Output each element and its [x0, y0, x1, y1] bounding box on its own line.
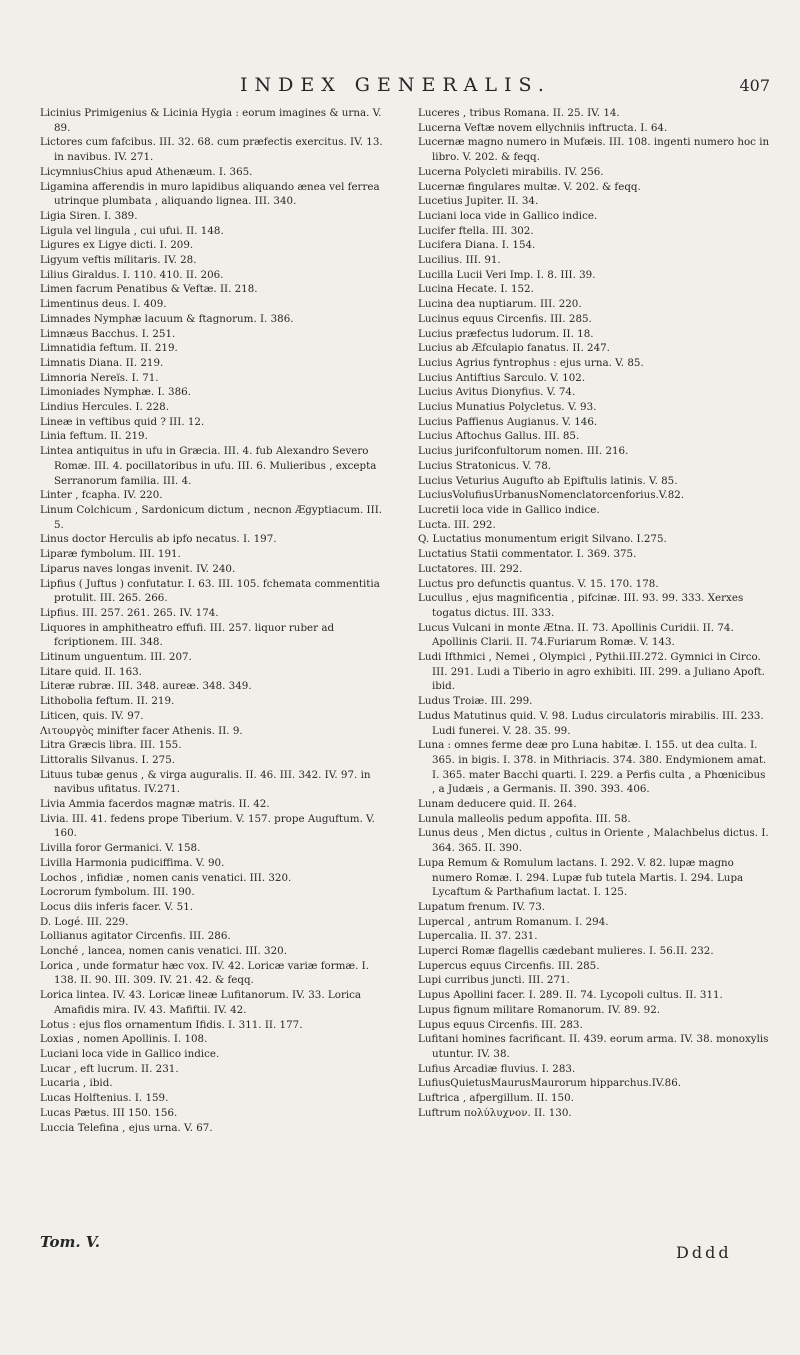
index-entry: Λιτουργὸς minifter facer Athenis. II. 9.: [40, 724, 243, 737]
index-entry: Lucas Pætus. III 150. 156.: [40, 1106, 178, 1119]
index-entry: Limentinus deus. I. 409.: [40, 298, 167, 311]
index-entry: Liparæ fymbolum. III. 191.: [40, 548, 181, 561]
index-entry: Liquores in amphitheatro effufi. III. 257. liquor ruber ad fcriptionem. III. 348.: [40, 621, 335, 649]
index-entry: Lucina Hecate. I. 152.: [418, 283, 534, 296]
page-number: 407: [739, 76, 770, 95]
index-entry: Lucetius Jupiter. II. 34.: [418, 195, 539, 208]
index-entry: Lucius ab Æfculapio fanatus. II. 247.: [418, 342, 610, 355]
index-entry: Livilla foror Germanici. V. 158.: [40, 842, 201, 855]
index-entry: Livia Ammia facerdos magnæ matris. II. 42.: [40, 798, 270, 811]
index-entry: Lucinus equus Circenfis. III. 285.: [418, 312, 592, 325]
index-entry: Lorica , unde formatur hæc vox. IV. 42. Loricæ variæ formæ. I. 138. II. 90. III. 309. IV. 21. 42. & feqq.: [40, 959, 369, 987]
index-entry: Lupercal , antrum Romanum. I. 294.: [418, 915, 609, 928]
index-entry: Lucas Holftenius. I. 159.: [40, 1092, 169, 1105]
index-entry: Lupercus equus Circenfis. III. 285.: [418, 959, 600, 972]
index-entry: Luperci Romæ flagellis cædebant mulieres. I. 56.II. 232.: [418, 945, 714, 958]
index-entry: Limnades Nymphæ lacuum & ftagnorum. I. 386.: [40, 312, 294, 325]
index-entry: D. Logé. III. 229.: [40, 915, 129, 928]
index-entry: Lufitani homines facrificant. II. 439. eorum arma. IV. 38. monoxylis utuntur. IV. 38.: [418, 1033, 769, 1060]
index-entry: Littoralis Silvanus. I. 275.: [40, 753, 176, 766]
index-entry: Limnatidia feftum. II. 219.: [40, 342, 178, 355]
index-entry: Lucius Veturius Augufto ab Epiftulis latinis. V. 85.: [418, 474, 678, 487]
index-entry: Luceres , tribus Romana. II. 25. IV. 14.: [418, 107, 620, 119]
index-entry: Lupus fignum militare Romanorum. IV. 89. 92.: [418, 1003, 661, 1016]
index-entry: Lucaria , ibid.: [40, 1077, 113, 1090]
index-entry: Lucifer ftella. III. 302.: [418, 224, 534, 237]
index-entry: Luctatores. III. 292.: [418, 562, 523, 575]
index-entry: Lucifera Diana. I. 154.: [418, 239, 536, 252]
index-entry: Lucretii loca vide in Gallico indice.: [418, 503, 600, 516]
index-entry: Ligia Siren. I. 389.: [40, 209, 138, 222]
index-entry: Lucina dea nuptiarum. III. 220.: [418, 298, 582, 311]
index-entry: Lucilla Lucii Veri Imp. I. 8. III. 39.: [418, 268, 596, 281]
index-entry: Lucius jurifconfultorum nomen. III. 216.: [418, 445, 629, 458]
index-entry: Linia feftum. II. 219.: [40, 430, 148, 443]
index-entry: Lucius Antiftius Sarculo. V. 102.: [418, 371, 586, 384]
index-entry: Limoniades Nymphæ. I. 386.: [40, 386, 191, 399]
index-entry: Lupa Remum & Romulum lactans. I. 292. V. 82. lupæ magno numero Romæ. I. 294. Lupæ fub tutela Martis. I. 294. Lupa Lycaftum & Parthafium lactat. I. 125.: [418, 856, 744, 899]
index-entry: Luccia Telefina , ejus urna. V. 67.: [40, 1121, 213, 1134]
right-column: [418, 106, 770, 1121]
index-entry: Livilla Harmonia pudiciffima. V. 90.: [40, 856, 225, 869]
index-entry: Limen facrum Penatibus & Veftæ. II. 218.: [40, 283, 258, 296]
index-entry: Luftrica , afpergillum. II. 150.: [418, 1092, 574, 1105]
index-entry: Linter , fcapha. IV. 220.: [40, 489, 163, 502]
index-entry: Lucius Agrius fyntrophus : ejus urna. V. 85.: [418, 356, 644, 369]
index-entry: Liticen, quis. IV. 97.: [40, 709, 144, 722]
index-entry: LicymniusChius apud Athenæum. I. 365.: [40, 165, 253, 178]
index-entry: Ludus Matutinus quid. V. 98. Ludus circulatoris mirabilis. III. 233. Ludi funerei. V. 28. 35. 99.: [418, 709, 764, 737]
volume-signature: Tom. V.: [40, 1233, 100, 1251]
index-entry: Locrorum fymbolum. III. 190.: [40, 886, 195, 899]
index-entry: Luftrum πολύλυχνον. II. 130.: [418, 1106, 572, 1119]
index-entry: Ligures ex Ligye dicti. I. 209.: [40, 239, 194, 252]
gathering-signature: Dddd: [676, 1243, 732, 1262]
index-entry: Luctatius Statii commentator. I. 369. 375.: [418, 548, 637, 561]
index-entry: Lipfius. III. 257. 261. 265. IV. 174.: [40, 606, 219, 619]
index-entry: Lollianus agitator Circenfis. III. 286.: [40, 930, 231, 943]
index-entry: Lucius Avitus Dionyfius. V. 74.: [418, 386, 576, 399]
index-entry: Q. Luctatius monumentum erigit Silvano. I.275.: [418, 533, 667, 546]
index-entry: Lintea antiquitus in ufu in Græcia. III. 4. fub Alexandro Severo Romæ. III. 4. pocillatoribus in ufu. III. 6. Mulieribus , excepta Serranorum familia. III. 4.: [40, 445, 377, 487]
index-entry: Lucullus , ejus magnificentia , pifcinæ. III. 93. 99. 333. Xerxes togatus dictus. III. 333.: [418, 592, 744, 619]
index-entry: Lotus : ejus flos ornamentum Ifidis. I. 311. II. 177.: [40, 1018, 303, 1031]
index-entry: LuciusVolufiusUrbanusNomenclatorcenforius.V.82.: [418, 489, 685, 502]
index-entry: Ligula vel lingula , cui ufui. II. 148.: [40, 224, 224, 237]
index-entry: Luciani loca vide in Gallico indice.: [418, 209, 598, 222]
index-entry: Litra Græcis libra. III. 155.: [40, 739, 182, 752]
index-entry: Livia. III. 41. fedens prope Tiberium. V. 157. prope Auguftum. V. 160.: [40, 812, 375, 840]
left-column: [40, 106, 392, 1135]
index-entry: Litinum unguentum. III. 207.: [40, 651, 192, 664]
index-entry: Lucerna Veftæ novem ellychniis inftructa. I. 64.: [418, 121, 668, 134]
index-entry: Lucernæ fingulares multæ. V. 202. & feqq.: [418, 180, 641, 193]
index-entry: Lochos , infidiæ , nomen canis venatici. III. 320.: [40, 871, 292, 884]
index-entry: Limnoria Nereïs. I. 71.: [40, 371, 159, 384]
index-entry: Ligamina afferendis in muro lapidibus aliquando ænea vel ferrea utrinque plumbata , aliquando lignea. III. 340.: [40, 180, 380, 208]
index-entry: Ligyum veftis militaris. IV. 28.: [40, 254, 197, 267]
index-entry: Lucerna Polycleti mirabilis. IV. 256.: [418, 165, 604, 178]
index-entry: Lucernæ magno numero in Mufæis. III. 108. ingenti numero hoc in libro. V. 202. & feqq.: [418, 136, 770, 164]
index-entry: Licinius Primigenius & Licinia Hygia : eorum imagines & urna. V. 89.: [40, 107, 382, 134]
index-entry: Lupi curribus juncti. III. 271.: [418, 974, 570, 987]
index-entry: Lucius Aftochus Gallus. III. 85.: [418, 430, 580, 443]
index-entry: Litare quid. II. 163.: [40, 665, 142, 678]
index-entry: Lucus Vulcani in monte Ætna. II. 73. Apollinis Curidii. II. 74. Apollinis Clarii. II. 74.Furiarum Romæ. V. 143.: [418, 621, 734, 649]
index-entry: Lunus deus , Men dictus , cultus in Oriente , Malachbelus dictus. I. 364. 365. II. 390.: [418, 827, 769, 855]
index-entry: Lituus tubæ genus , & virga auguralis. II. 46. III. 342. IV. 97. in navibus ufitatus. IV.271.: [40, 768, 371, 796]
index-entry: Loxias , nomen Apollinis. I. 108.: [40, 1033, 208, 1046]
index-entry: Lictores cum fafcibus. III. 32. 68. cum præfectis exercitus. IV. 13. in navibus. IV. 271.: [40, 136, 383, 164]
index-entry: Lucius Paffienus Augianus. V. 146.: [418, 415, 598, 428]
index-entry: Luciani loca vide in Gallico indice.: [40, 1048, 220, 1060]
index-entry: Limnatis Diana. II. 219.: [40, 356, 164, 369]
index-entry: Lonché , lancea, nomen canis venatici. III. 320.: [40, 945, 287, 958]
index-entry: Lipfius ( Juftus ) confutatur. I. 63. III. 105. fchemata commentitia protulit. III. 265. 266.: [40, 577, 380, 605]
index-entry: Luna : omnes ferme deæ pro Luna habitæ. I. 155. ut dea culta. I. 365. in bigis. I. 378. in Mithriacis. 374. 380. Endymionem amat. I. 365. mater Bacchi quarti. I. 229. a Perfis culta , a Phœnicibus , a Judæis , a Germanis. II. 390. 393. 406.: [418, 739, 767, 796]
index-entry: Luctus pro defunctis quantus. V. 15. 170. 178.: [418, 577, 659, 590]
index-title: INDEX GENERALIS.: [240, 74, 551, 96]
index-entry: Lunam deducere quid. II. 264.: [418, 798, 577, 811]
index-entry: Lucius Stratonicus. V. 78.: [418, 459, 552, 472]
index-entry: Lupus equus Circenfis. III. 283.: [418, 1018, 583, 1031]
index-entry: Lindius Hercules. I. 228.: [40, 401, 169, 414]
index-entry: Linus doctor Herculis ab ipfo necatus. I. 197.: [40, 533, 277, 546]
index-entry: Lunula malleolis pedum appofita. III. 58.: [418, 812, 631, 825]
index-entry: Lineæ in veftibus quid ? III. 12.: [40, 415, 205, 428]
index-entry: Ludi Ifthmici , Nemei , Olympici , Pythii.III.272. Gymnici in Circo. III. 291. Ludi a Tiberio in agro exhibiti. III. 299. a Juliano Apoft. ibid.: [418, 651, 765, 693]
index-entry: Lucilius. III. 91.: [418, 254, 501, 267]
index-entry: Lupercalia. II. 37. 231.: [418, 930, 538, 943]
index-entry: Locus diis inferis facer. V. 51.: [40, 900, 194, 913]
index-entry: Lilius Giraldus. I. 110. 410. II. 206.: [40, 268, 224, 281]
index-entry: Limnæus Bacchus. I. 251.: [40, 327, 176, 340]
index-entry: Ludus Troiæ. III. 299.: [418, 695, 533, 708]
index-entry: Liparus naves longas invenit. IV. 240.: [40, 562, 236, 575]
index-entry: Lucius præfectus ludorum. II. 18.: [418, 327, 594, 340]
index-entry: Lupatum frenum. IV. 73.: [418, 900, 546, 913]
index-entry: LufiusQuietusMaurusMaurorum hipparchus.IV.86.: [418, 1077, 682, 1090]
index-entry: Lithobolia feftum. II. 219.: [40, 695, 175, 708]
index-entry: Literæ rubræ. III. 348. aureæ. 348. 349.: [40, 680, 252, 693]
index-entry: Lucius Munatius Polycletus. V. 93.: [418, 401, 597, 414]
index-entry: Lufius Arcadiæ fluvius. I. 283.: [418, 1062, 576, 1075]
index-entry: Lorica lintea. IV. 43. Loricæ lineæ Lufitanorum. IV. 33. Lorica Amafidis mira. IV. 43. Mafiftii. IV. 42.: [40, 989, 362, 1016]
index-entry: Lucta. III. 292.: [418, 518, 496, 531]
index-entry: Linum Colchicum , Sardonicum dictum , necnon Ægyptiacum. III. 5.: [40, 503, 383, 531]
index-entry: Lupus Apollini facer. I. 289. II. 74. Lycopoli cultus. II. 311.: [418, 989, 723, 1002]
running-header: [40, 74, 770, 104]
index-entry: Lucar , eft lucrum. II. 231.: [40, 1062, 179, 1075]
